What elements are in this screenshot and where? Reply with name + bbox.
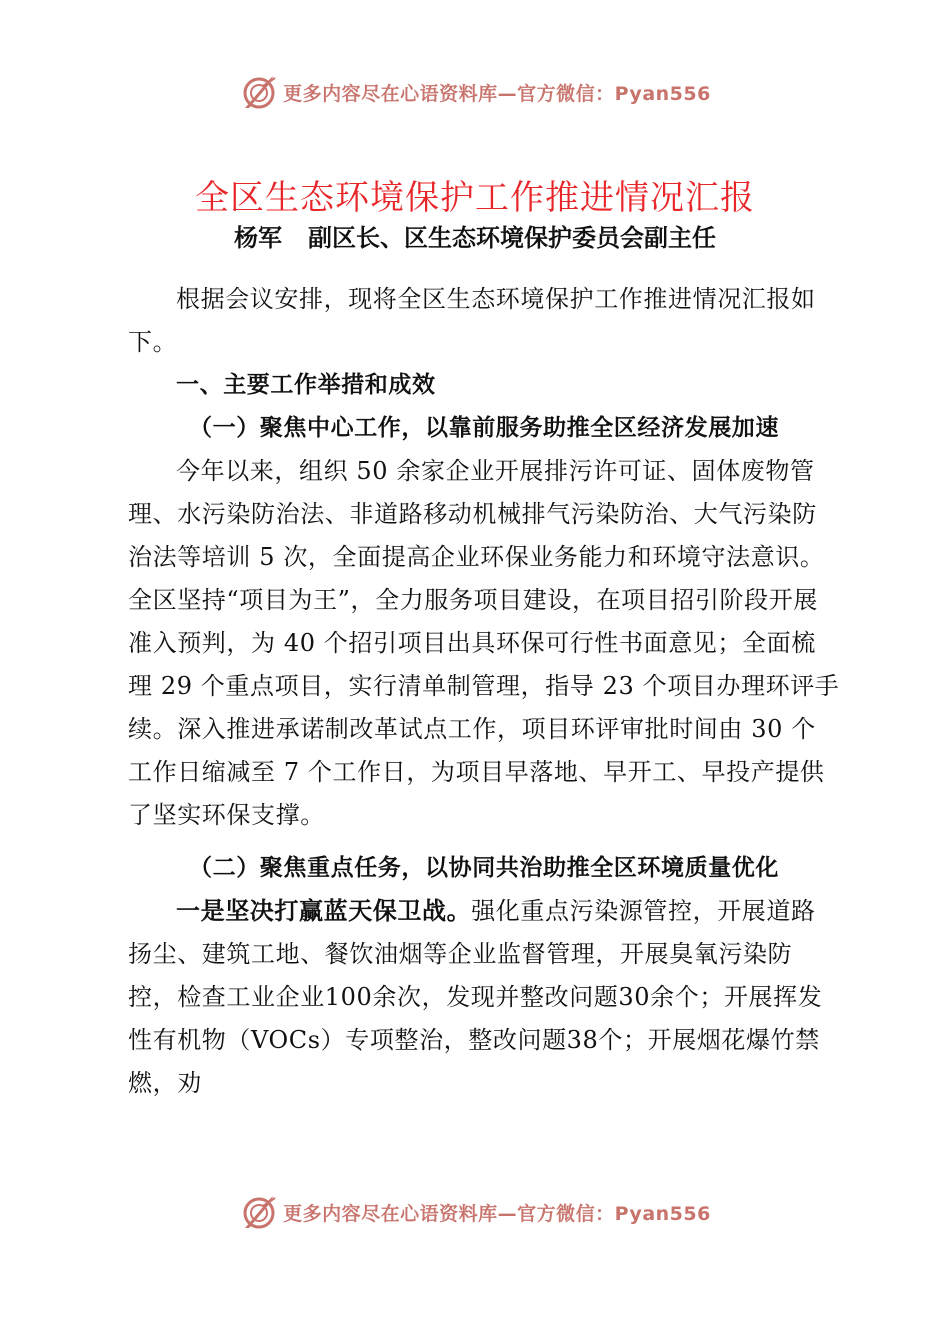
- footer-watermark-banner: [0, 1190, 950, 1234]
- author-role: 副区长、区生态环境保护委员会副主任: [308, 224, 716, 252]
- quill-seal-icon: [239, 1192, 279, 1232]
- subsection-heading: （二）聚焦重点任务，以协同共治助推全区环境质量优化: [189, 855, 779, 881]
- quill-seal-icon: [239, 72, 279, 112]
- subsection-heading: （一）聚焦中心工作，以靠前服务助推全区经济发展加速: [189, 415, 779, 441]
- document-byline: [0, 218, 950, 258]
- header-watermark-banner: [0, 70, 950, 114]
- intro-paragraph: 根据会议安排，现将全区生态环境保护工作推进情况汇报如下。: [128, 285, 816, 356]
- subsection-paragraph: [128, 890, 840, 1105]
- paragraph-lead: 一是坚决打赢蓝天保卫战。: [176, 897, 472, 925]
- watermark-text: 更多内容尽在心语资料库—官方微信：Pyan556: [283, 82, 711, 105]
- section-heading: 一、主要工作举措和成效: [176, 372, 436, 398]
- document-body: [128, 278, 840, 1105]
- author-name: 杨军: [234, 224, 282, 252]
- watermark-text: 更多内容尽在心语资料库—官方微信：Pyan556: [283, 1202, 711, 1225]
- document-title: 全区生态环境保护工作推进情况汇报: [195, 178, 755, 218]
- paragraph-text: 强化重点污染源管控，开展道路扬尘、建筑工地、餐饮油烟等企业监督管理，开展臭氧污染防控，检查工业企业100余次，发现并整改问题30余个；开展挥发性有机物（VOCs）专项整治，整改问题38个；开展烟花爆竹禁燃，劝: [128, 897, 823, 1097]
- subsection-paragraph: 今年以来，组织 50 余家企业开展排污许可证、固体废物管理、水污染防治法、非道路移动机械排气污染防治、大气污染防治法等培训 5 次，全面提高企业环保业务能力和环境守法意识。全区坚持“项目为王”，全力服务项目建设，在项目招引阶段开展准入预判，为 40 个招引项目出具环保可行性书面意见；全面梳理 29 个重点项目，实行清单制管理，指导 23 个项目办理环评手续。深入推进承诺制改革试点工作，项目环评审批时间由 30 个工作日缩减至 7 个工作日，为项目早落地、早开工、早投产提供了坚实环保支撑。: [128, 457, 840, 829]
